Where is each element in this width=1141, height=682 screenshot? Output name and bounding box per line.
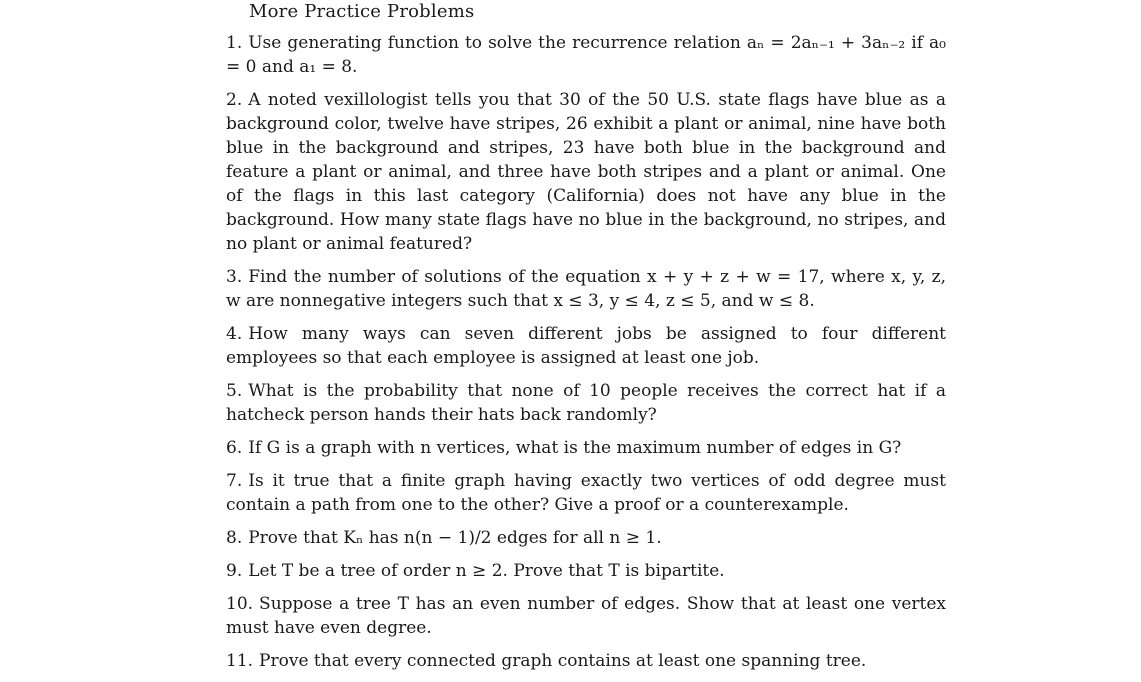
problem-text: Prove that Kₙ has n(n − 1)/2 edges for all n ≥ 1. [248, 528, 662, 548]
problem-number: 9. [226, 561, 243, 581]
problem-1 [226, 31, 946, 79]
problem-number: 2. [226, 90, 243, 110]
problem-text: What is the probability that none of 10 people receives the correct hat if a hatcheck person hands their hats back randomly? [226, 381, 946, 425]
problem-text: Use generating function to solve the recurrence relation aₙ = 2aₙ₋₁ + 3aₙ₋₂ if a₀ = 0 and a₁ = 8. [226, 33, 946, 77]
problem-7 [226, 469, 946, 517]
problem-number: 4. [226, 324, 243, 344]
problem-number: 6. [226, 438, 243, 458]
problem-5 [226, 379, 946, 427]
page-title: More Practice Problems [249, 1, 475, 22]
problem-4 [226, 322, 946, 370]
problem-number: 5. [226, 381, 243, 401]
problem-number: 8. [226, 528, 243, 548]
problem-number: 10. [226, 594, 254, 614]
problem-number: 3. [226, 267, 243, 287]
problem-9 [226, 559, 946, 583]
problem-text: Suppose a tree T has an even number of edges. Show that at least one vertex must have even degree. [226, 594, 946, 638]
problem-3 [226, 265, 946, 313]
problem-10 [226, 592, 946, 640]
problem-6 [226, 436, 946, 460]
problem-number: 7. [226, 471, 243, 491]
problem-text: If G is a graph with n vertices, what is the maximum number of edges in G? [248, 438, 902, 458]
problem-text: Is it true that a finite graph having exactly two vertices of odd degree must contain a path from one to the other? Give a proof or a counterexample. [226, 471, 946, 515]
problem-8 [226, 526, 946, 550]
problem-text: A noted vexillologist tells you that 30 of the 50 U.S. state flags have blue as a background color, twelve have stripes, 26 exhibit a plant or animal, nine have both blue in the background and stripes, 23 have both blue in the background and feature a plant or animal, and three have both stripes and a plant or animal. One of the flags in this last category (California) does not have any blue in the background. How many state flags have no blue in the background, no stripes, and no plant or animal featured? [226, 90, 946, 254]
problem-number: 1. [226, 33, 243, 53]
problem-11 [226, 649, 946, 673]
problem-2 [226, 88, 946, 256]
problem-text: Find the number of solutions of the equation x + y + z + w = 17, where x, y, z, w are nonnegative integers such that x ≤ 3, y ≤ 4, z ≤ 5, and w ≤ 8. [226, 267, 946, 311]
problem-list [226, 31, 946, 682]
problem-text: Let T be a tree of order n ≥ 2. Prove that T is bipartite. [248, 561, 725, 581]
problem-text: How many ways can seven different jobs be assigned to four different employees so that each employee is assigned at least one job. [226, 324, 946, 368]
problem-number: 11. [226, 651, 254, 671]
problem-text: Prove that every connected graph contains at least one spanning tree. [259, 651, 867, 671]
